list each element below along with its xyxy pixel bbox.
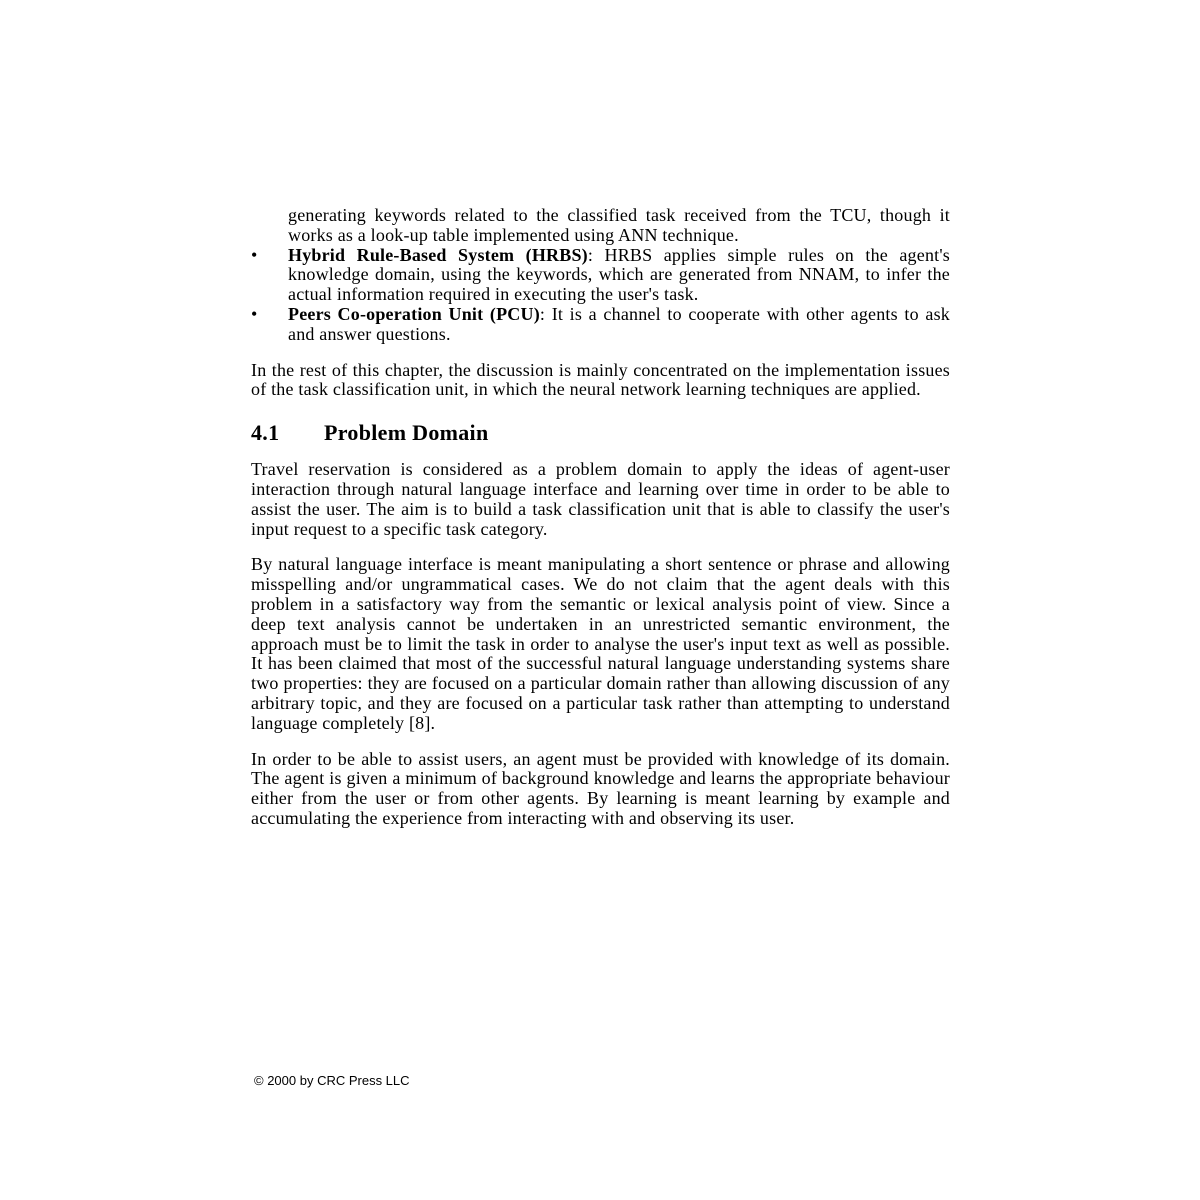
list-item-pcu — [251, 305, 950, 345]
list-item-text: : HRBS applies simple rules on the agent's knowledge domain, using the keywords, which are generated from NNAM, to infer the actual information required in executing the user's task. — [288, 244, 950, 305]
section-title: Problem Domain — [324, 420, 489, 446]
list-item-term: Peers Co-operation Unit (PCU) — [288, 303, 540, 324]
copyright-footer: © 2000 by CRC Press LLC — [254, 1073, 410, 1088]
list-item-hrbs — [251, 246, 950, 305]
section-heading — [251, 420, 950, 446]
list-item-text: : It is a channel to cooperate with other agents to ask and answer questions. — [288, 303, 950, 344]
bullet-icon: • — [251, 303, 258, 324]
continued-paragraph: generating keywords related to the classified task received from the TCU, though it works as a look-up table implemented using ANN technique. — [288, 205, 950, 245]
intro-paragraph: In the rest of this chapter, the discussion is mainly concentrated on the implementation issues of the task classification unit, in which the neural network learning techniques are applied. — [251, 359, 950, 400]
section-number: 4.1 — [251, 420, 280, 446]
page-content — [251, 206, 950, 829]
body-paragraph: Travel reservation is considered as a problem domain to apply the ideas of agent-user interaction through natural language interface and learning over time in order to be able to assist the user. The aim is to build a task classification unit that is able to classify the user's input request to a specific task category. — [251, 459, 950, 539]
list-item-term: Hybrid Rule-Based System (HRBS) — [288, 244, 588, 265]
body-paragraph: In order to be able to assist users, an agent must be provided with knowledge of its domain. The agent is given a minimum of background knowledge and learns the appropriate behaviour either from the user or from other agents. By learning is meant learning by example and accumulating the experience from interacting with and observing its user. — [251, 748, 950, 828]
component-list — [251, 246, 950, 345]
bullet-icon: • — [251, 244, 258, 265]
body-paragraph: By natural language interface is meant manipulating a short sentence or phrase and allowing misspelling and/or ungrammatical cases. We do not claim that the agent deals with this problem in a satisfactory way from the semantic or lexical analysis point of view. Since a deep text analysis cannot be undertaken in an unrestricted semantic environment, the approach must be to limit the task in order to analyse the user's input text as well as possible. It has been claimed that most of the successful natural language understanding systems share two properties: they are focused on a particular domain rather than allowing discussion of any arbitrary topic, and they are focused on a particular task rather than attempting to understand language completely [8]. — [251, 554, 950, 733]
